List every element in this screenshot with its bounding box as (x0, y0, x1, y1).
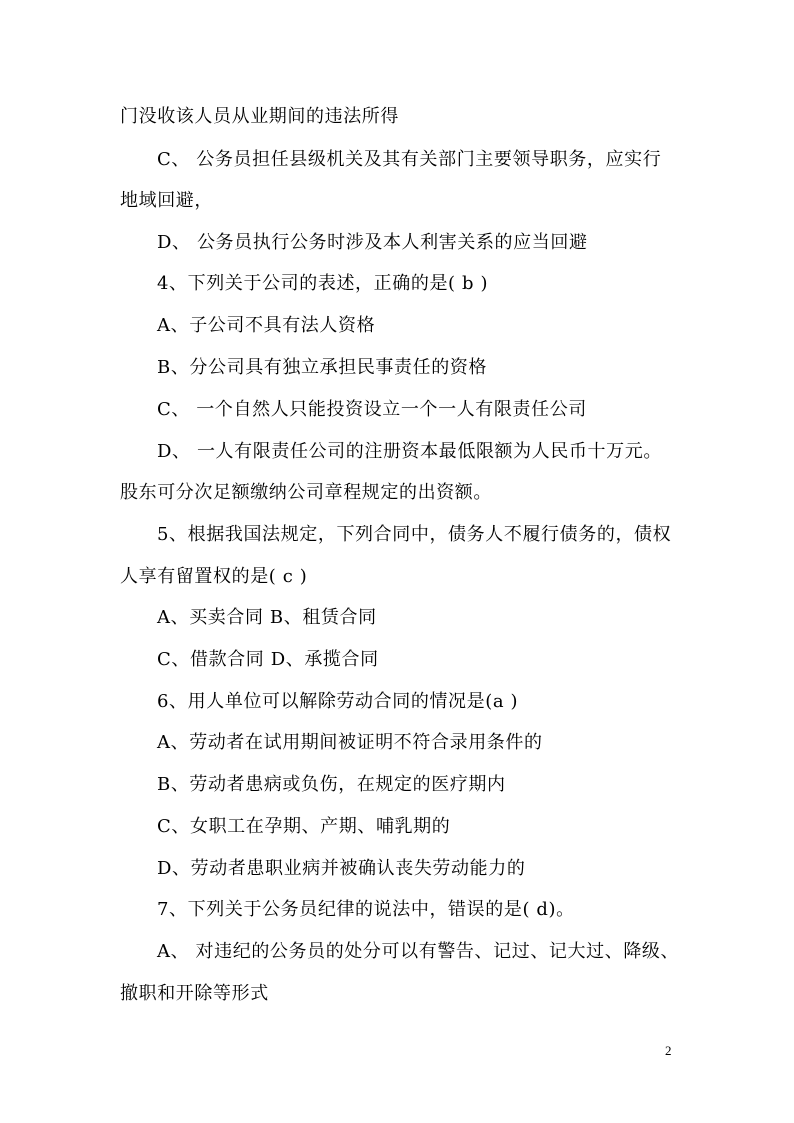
q6-option-a: A、劳动者在试用期间被证明不符合录用条件的 (157, 732, 543, 753)
question-4: 4、下列关于公司的表述，正确的是( b ) (157, 273, 489, 294)
q4-option-c: C、 一个自然人只能投资设立一个一人有限责任公司 (157, 399, 587, 420)
q6-option-c: C、女职工在孕期、产期、哺乳期的 (157, 816, 451, 837)
text-line-continuation: 地域回避， (120, 190, 213, 211)
q5-options-ab: A、买卖合同 B、租赁合同 (157, 607, 377, 628)
question-5: 5、根据我国法规定，下列合同中，债务人不履行债务的，债权 (157, 524, 672, 545)
q4-option-a: A、子公司不具有法人资格 (157, 315, 376, 336)
q6-option-b: B、劳动者患病或负伤，在规定的医疗期内 (157, 774, 506, 795)
q5-options-cd: C、借款合同 D、承揽合同 (157, 649, 379, 670)
option-d-line: D、 公务员执行公务时涉及本人利害关系的应当回避 (157, 232, 588, 253)
text-line-continuation: 人享有留置权的是( c ) (120, 566, 308, 587)
page-number: 2 (665, 1043, 672, 1058)
text-line-continuation: 股东可分次足额缴纳公司章程规定的出资额。 (120, 482, 492, 503)
text-line-continuation: 撤职和开除等形式 (120, 983, 269, 1004)
q6-option-d: D、劳动者患职业病并被确认丧失劳动能力的 (157, 858, 526, 879)
question-6: 6、用人单位可以解除劳动合同的情况是(a ) (157, 691, 519, 712)
option-c-line: C、 公务员担任县级机关及其有关部门主要领导职务，应实行 (157, 149, 662, 170)
q4-option-b: B、分公司具有独立承担民事责任的资格 (157, 357, 488, 378)
text-line-continuation: 门没收该人员从业期间的违法所得 (120, 106, 399, 127)
q4-option-d: D、 一人有限责任公司的注册资本最低限额为人民币十万元。 (157, 441, 662, 462)
question-7: 7、下列关于公务员纪律的说法中，错误的是( d)。 (157, 899, 575, 920)
q7-option-a: A、 对违纪的公务员的处分可以有警告、记过、记大过、降级、 (157, 941, 680, 962)
